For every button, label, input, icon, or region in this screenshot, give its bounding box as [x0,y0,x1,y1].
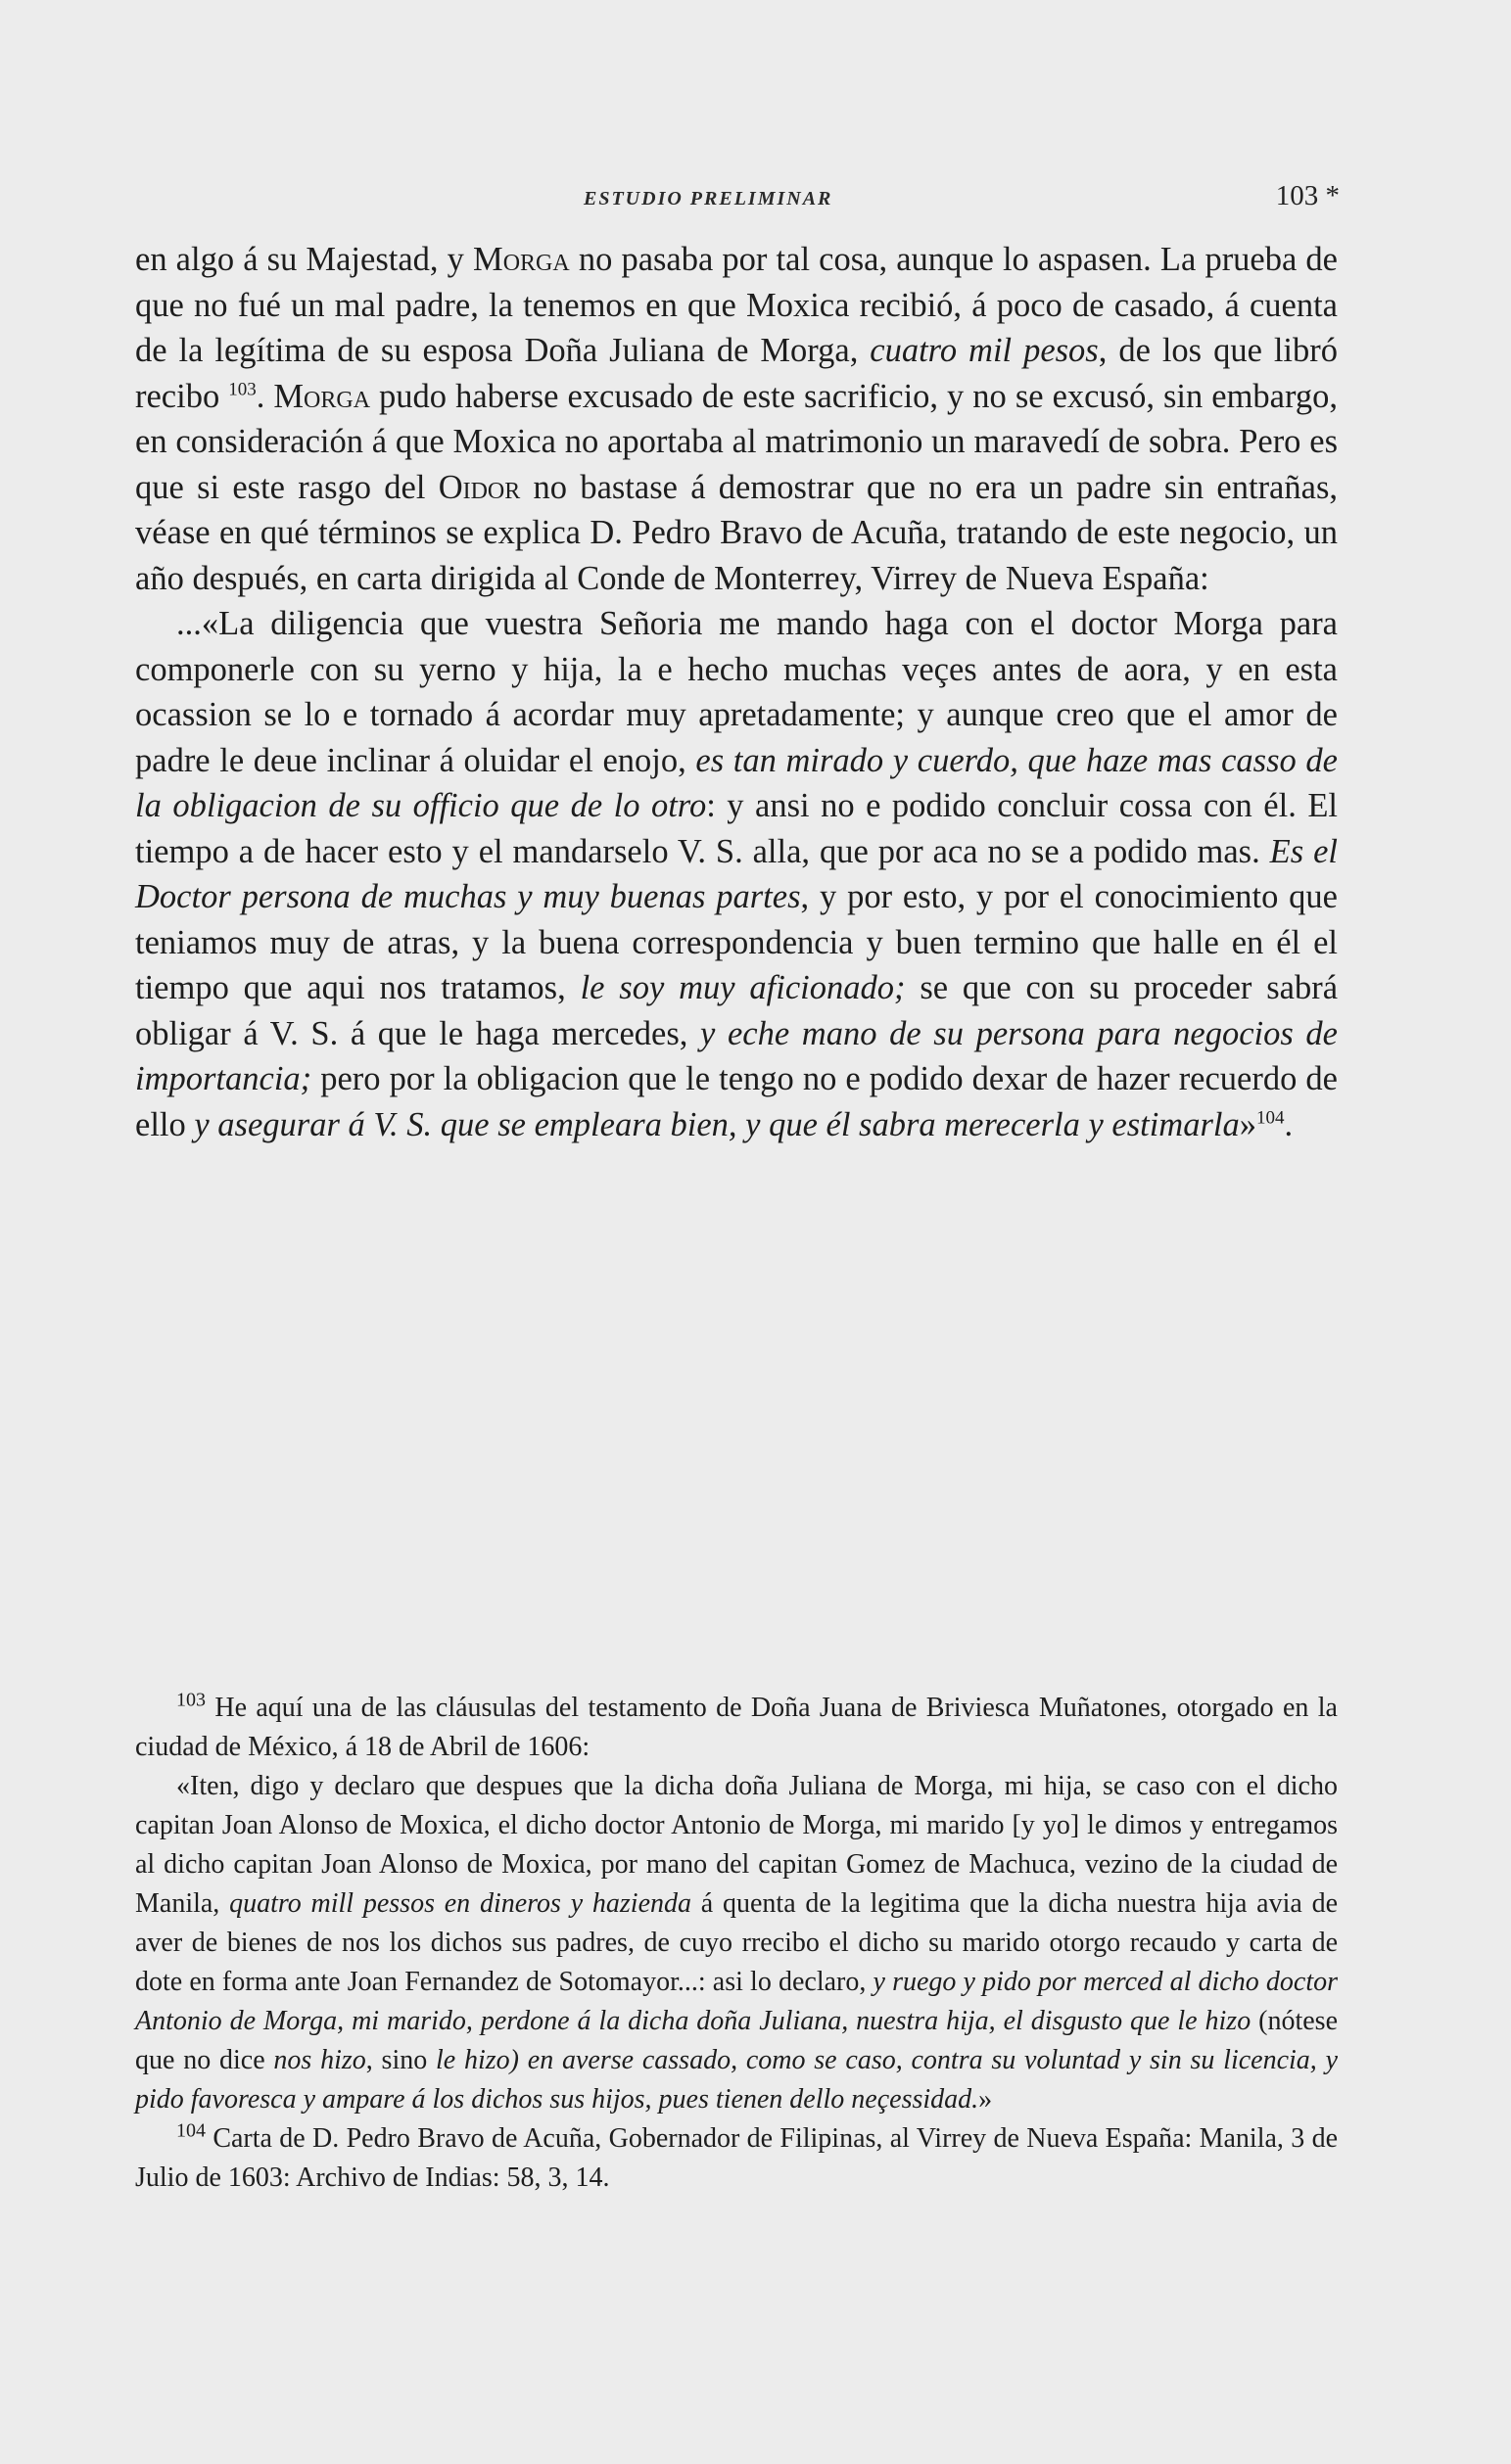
emphasis-text: le hizo) en averse cassado, como se caso, contra su voluntad y sin su licencia, y pido favoresca y ampare á los dichos sus hijos, pues tienen dello neçessidad. [135,2045,1338,2115]
emphasis-amount: cuatro mil pesos [870,332,1099,369]
footnote-ref-104: 104 [1256,1107,1285,1128]
emphasis-text: y ruego y pido por merced al dicho doctor Antonio de Morga, mi marido, perdone á la dicha doña Juliana, nuestra hija, el disgusto que le hizo [135,1967,1338,2036]
text-run: , de los que libró recibo [135,332,1338,415]
text-run: . [256,377,274,415]
text-run: Carta de D. Pedro Bravo de Acuña, Gobernador de Filipinas, al Virrey de Nueva España: Manila, 3 de Julio de 1603: Archivo de Indias: 58, 3, 14. [135,2123,1338,2193]
footnotes [135,1689,1338,2198]
text-run: (nótese que no dice [135,2006,1339,2075]
text-run: » [1239,1105,1256,1143]
emphasis-text: quatro mill pessos en dineros y hazienda [229,1888,692,1919]
text-run: , sino [365,2045,437,2075]
surname-morga: Morga [473,241,570,278]
text-run: á quenta de la legitima que la dicha nuestra hija avia de aver de bienes de nos los dichos sus padres, de cuyo rrecibo el dicho su marido otorgo recaudo y carta de dote en forma ante Joan Fernandez de Sotomayor...: asi lo declaro, [135,1888,1339,1997]
surname-morga: Morga [273,377,371,415]
text-run: » [978,2084,993,2115]
text-run: no bastase á demostrar que no era un padre sin entrañas, véase en qué términos se explica D. Pedro Bravo de Acuña, tratando de este negocio, un año después, en carta dirigida al Conde de Monterrey, Virrey de Nueva España: [135,468,1338,597]
paragraph-1 [135,237,1338,601]
footnote-104 [135,2119,1338,2198]
footnote-number: 104 [176,2119,206,2142]
emphasis-text: es tan mirado y cuerdo, que haze mas casso de la obligacion de su officio que de lo otro [135,741,1338,824]
text-run: He aquí una de las cláusulas del testamento de Doña Juana de Briviesca Muñatones, otorgado en la ciudad de México, á 18 de Abril de 1606: [135,1693,1338,1762]
text-run: : y ansi no e podido concluir cossa con él. El tiempo a de hacer esto y el mandarselo V. S. alla, que por aca no se a podido mas. [135,787,1338,870]
emphasis-text: le soy muy aficionado; [580,969,906,1006]
footnote-number: 103 [176,1689,206,1711]
main-text [135,237,1338,1147]
running-title: ESTUDIO PRELIMINAR [584,188,833,209]
quoted-letter [135,601,1338,1147]
page-number: 103 * [1275,180,1340,211]
text-run: , y por esto, y por el conocimiento que teniamos muy de atras, y la buena correspondencia y buen termino que halle en él el tiempo que aqui nos tratamos, [135,878,1338,1006]
footnote-103-quote [135,1767,1338,2119]
page-header [137,180,1340,219]
footnote-103 [135,1689,1338,1767]
text-run: pero por la obligacion que le tengo no e podido dexar de hazer recuerdo de ello [135,1060,1338,1143]
emphasis-text: y asegurar á V. S. que se empleara bien, y que él sabra merecerla y estimarla [194,1105,1240,1143]
text-run: «Iten, digo y declaro que despues que la dicha doña Juliana de Morga, mi hija, se caso con el dicho capitan Joan Alonso de Moxica, el dicho doctor Antonio de Morga, mi marido [y yo] le dimos y entregamos al dicho capitan Joan Alonso de Moxica, por mano del capitan Gomez de Machuca, vezino de la ciudad de Manila, [135,1771,1338,1919]
text-run: en algo á su Majestad, y [135,241,474,278]
text-run: se que con su proceder sabrá obligar á V. S. á que le haga mercedes, [135,969,1339,1052]
title-oidor: Oidor [438,468,521,506]
text-run: no pasaba por tal cosa, aunque lo aspasen. La prueba de que no fué un mal padre, la tenemos en que Moxica recibió, á poco de casado, á cuenta de la legítima de su esposa Doña Juliana de Morga, [135,241,1338,369]
text-run: pudo haberse excusado de este sacrificio, y no se excusó, sin embargo, en consideración á que Moxica no aportaba al matrimonio un maravedí de sobra. Pero es que si este rasgo del [135,377,1338,506]
footnote-ref-103: 103 [228,379,257,399]
emphasis-text: Es el Doctor persona de muchas y muy buenas partes [135,832,1338,915]
text-run: . [1284,1105,1294,1143]
emphasis-text: y eche mano de su persona para negocios de importancia; [135,1014,1338,1097]
text-run: ...«La diligencia que vuestra Señoria me mando haga con el doctor Morga para componerle con su yerno y hija, la e hecho muchas veçes antes de aora, y en esta ocassion se lo e tornado á acordar muy apretadamente; y aunque creo que el amor de padre le deue inclinar á oluidar el enojo, [135,605,1338,779]
emphasis-text: nos hizo [273,2045,366,2075]
